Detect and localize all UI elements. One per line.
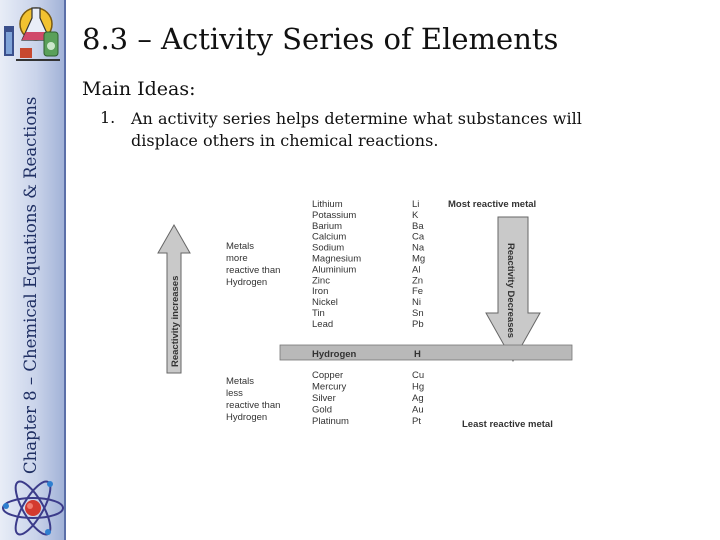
metal-symbol: Mg (412, 253, 426, 265)
sidebar-divider (64, 0, 66, 540)
metal-symbol: Au (412, 404, 424, 416)
reactivity-increases-label: Reactivity increases (170, 275, 181, 367)
metal-name: Aluminium (312, 264, 357, 276)
hydrogen-name: Hydrogen (312, 349, 357, 360)
metal-name: Copper (312, 370, 344, 381)
metal-symbol: Pt (412, 416, 421, 427)
reactivity-decreases-label: Reactivity Decreases (505, 243, 516, 339)
svg-text:reactive than: reactive than (226, 265, 281, 276)
hydrogen-symbol: H (414, 349, 421, 360)
metal-symbol: Cu (412, 370, 425, 381)
svg-text:reactive than: reactive than (226, 400, 281, 411)
svg-text:Hydrogen: Hydrogen (226, 277, 268, 288)
svg-text:Metals: Metals (226, 241, 254, 252)
metal-symbol: Al (412, 264, 421, 276)
least-reactive-label: Least reactive metal (462, 419, 553, 430)
activity-series-figure (140, 185, 590, 440)
slide-title: 8.3 – Activity Series of Elements (82, 22, 559, 56)
metal-symbol: Sn (412, 308, 424, 319)
metal-symbol: Na (412, 242, 425, 254)
metal-symbol: Ni (412, 297, 421, 309)
atom-icon (0, 470, 66, 540)
svg-text:more: more (226, 253, 248, 264)
chapter-title: Chapter 8 – Chemical Equations & Reactions (21, 96, 40, 474)
metal-name: Barium (312, 220, 343, 232)
svg-text:less: less (226, 388, 243, 399)
laboratory-glassware-icon (2, 2, 64, 64)
svg-text:Metals: Metals (226, 376, 254, 387)
less-reactive-note (226, 376, 280, 423)
metal-symbol: Li (412, 199, 420, 210)
metal-symbol: Ca (412, 231, 425, 243)
metal-name: Iron (312, 286, 329, 298)
metal-name: Nickel (312, 297, 338, 309)
metal-name: Silver (312, 393, 336, 404)
metal-name: Gold (312, 404, 333, 416)
idea-text: An activity series helps determine what substances will displace others in chemical reactions. (131, 109, 582, 150)
sidebar (0, 0, 66, 540)
svg-text:Hydrogen: Hydrogen (226, 412, 268, 423)
metal-name: Calcium (312, 231, 347, 243)
metal-symbol: Ag (412, 393, 424, 404)
metal-symbol: Zn (412, 275, 424, 287)
metal-symbol: Hg (412, 381, 425, 393)
metal-name: Lithium (312, 199, 343, 210)
metal-name: Tin (312, 308, 325, 319)
metal-symbol: Pb (412, 318, 424, 330)
metal-name: Potassium (312, 209, 357, 221)
metal-symbol: Ba (412, 220, 424, 232)
metals-below-hydrogen (312, 370, 424, 427)
metal-name: Magnesium (312, 253, 362, 265)
metal-name: Sodium (312, 242, 345, 254)
metal-name: Platinum (312, 416, 349, 427)
metal-name: Mercury (312, 381, 347, 393)
metal-name: Zinc (312, 275, 330, 287)
more-reactive-note (226, 241, 280, 288)
metal-symbol: Fe (412, 286, 424, 298)
main-ideas-label: Main Ideas: (82, 78, 196, 100)
most-reactive-label: Most reactive metal (448, 199, 537, 210)
metals-above-hydrogen (312, 199, 425, 330)
metal-name: Lead (312, 318, 334, 330)
metal-symbol: K (412, 209, 419, 221)
idea-number: 1. (100, 108, 116, 127)
